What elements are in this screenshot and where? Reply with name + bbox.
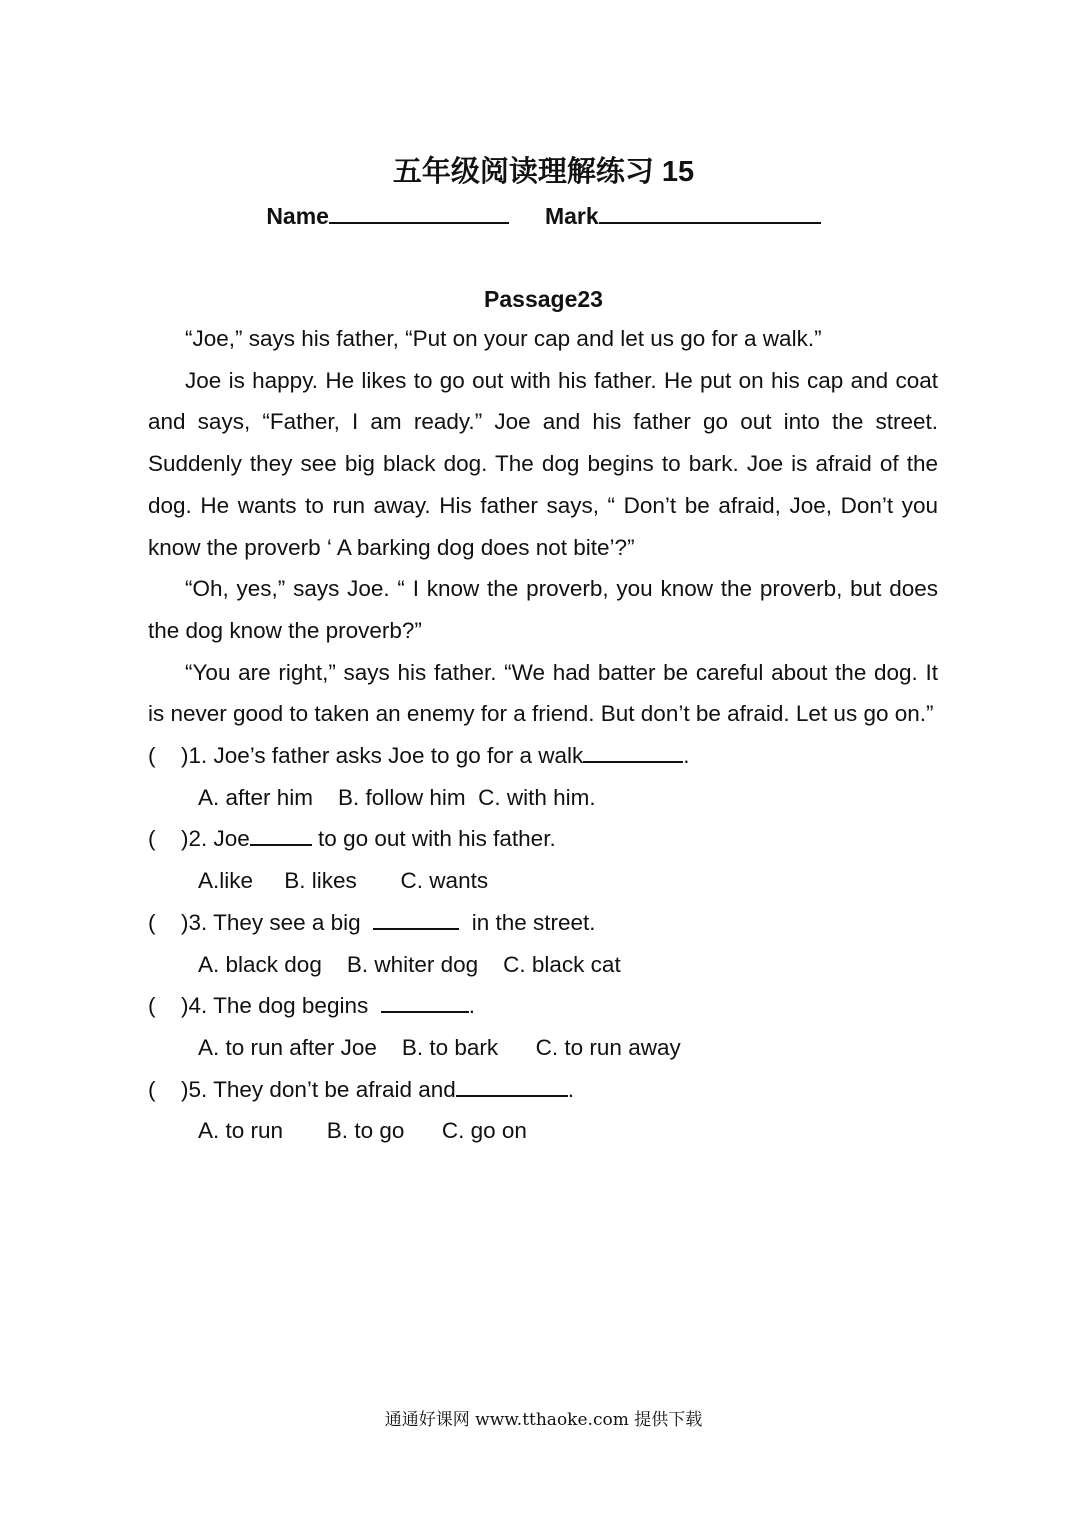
passage-paragraph: “Oh, yes,” says Joe. “ I know the proverb, you know the proverb, but does the dog know the proverb?” (148, 576, 938, 643)
name-blank[interactable] (329, 198, 509, 224)
mark-label: Mark (544, 203, 599, 229)
answer-paren[interactable]: ( (148, 993, 156, 1019)
answer-blank[interactable] (373, 906, 459, 930)
question-text: )1. Joe’s father asks Joe to go for a walk (181, 743, 584, 769)
question-5 (148, 1069, 938, 1111)
question-text-end: . (567, 1076, 575, 1102)
answer-paren[interactable]: ( (148, 909, 156, 935)
question-text-end: to go out with his father. (311, 826, 556, 852)
question-1 (148, 735, 938, 777)
question-text-end: . (468, 993, 475, 1019)
question-text-end: . (683, 743, 690, 769)
question-4-options: A. to run after Joe B. to bark C. to run away (198, 1034, 681, 1060)
question-text: )5. They don’t be afraid and (181, 1076, 456, 1102)
question-text: )3. They see a big (181, 909, 374, 935)
question-2 (148, 818, 938, 860)
passage-paragraph: “Joe,” says his father, “Put on your cap and let us go for a walk.” (185, 326, 822, 351)
answer-blank[interactable] (583, 739, 683, 763)
answer-blank[interactable] (456, 1073, 568, 1097)
question-5-options: A. to run B. to go C. go on (198, 1118, 527, 1144)
passage-title: Passage23 (484, 286, 603, 312)
answer-paren[interactable]: ( (148, 1076, 156, 1102)
passage-paragraph: “You are right,” says his father. “We had batter be careful about the dog. It is never good to taken an enemy for a friend. But don’t be afraid. Let us go on.” (148, 659, 938, 727)
question-text: )2. Joe (181, 826, 250, 852)
question-1-options: A. after him B. follow him C. with him. (198, 784, 596, 810)
question-4 (148, 985, 938, 1027)
footer-source: 通通好课网 www.tthaoke.com 提供下载 (384, 1410, 703, 1430)
answer-blank[interactable] (381, 989, 469, 1013)
question-2-options: A.like B. likes C. wants (198, 868, 489, 894)
name-label: Name (266, 203, 329, 229)
answer-blank[interactable] (250, 822, 312, 846)
question-3 (148, 902, 938, 944)
question-text: )4. The dog begins (181, 993, 381, 1019)
worksheet-title: 五年级阅读理解练习 15 (392, 156, 695, 188)
answer-paren[interactable]: ( (148, 826, 156, 852)
question-3-options: A. black dog B. whiter dog C. black cat (198, 951, 621, 977)
answer-paren[interactable]: ( (148, 743, 156, 769)
passage-paragraph: Joe is happy. He likes to go out with his father. He put on his cap and coat and says, “Father, I am ready.” Joe and his father go out into the street. Suddenly they see big black dog. The dog begins to bark. Joe is afraid of the dog. He wants to run away. His father says, “ Don’t be afraid, Joe, Don’t you know the proverb ‘ A barking dog does not bite’?” (148, 367, 938, 560)
passage-body (148, 318, 938, 1152)
question-text-end: in the street. (459, 909, 596, 935)
name-mark-line (0, 198, 1087, 233)
mark-blank[interactable] (599, 198, 821, 224)
